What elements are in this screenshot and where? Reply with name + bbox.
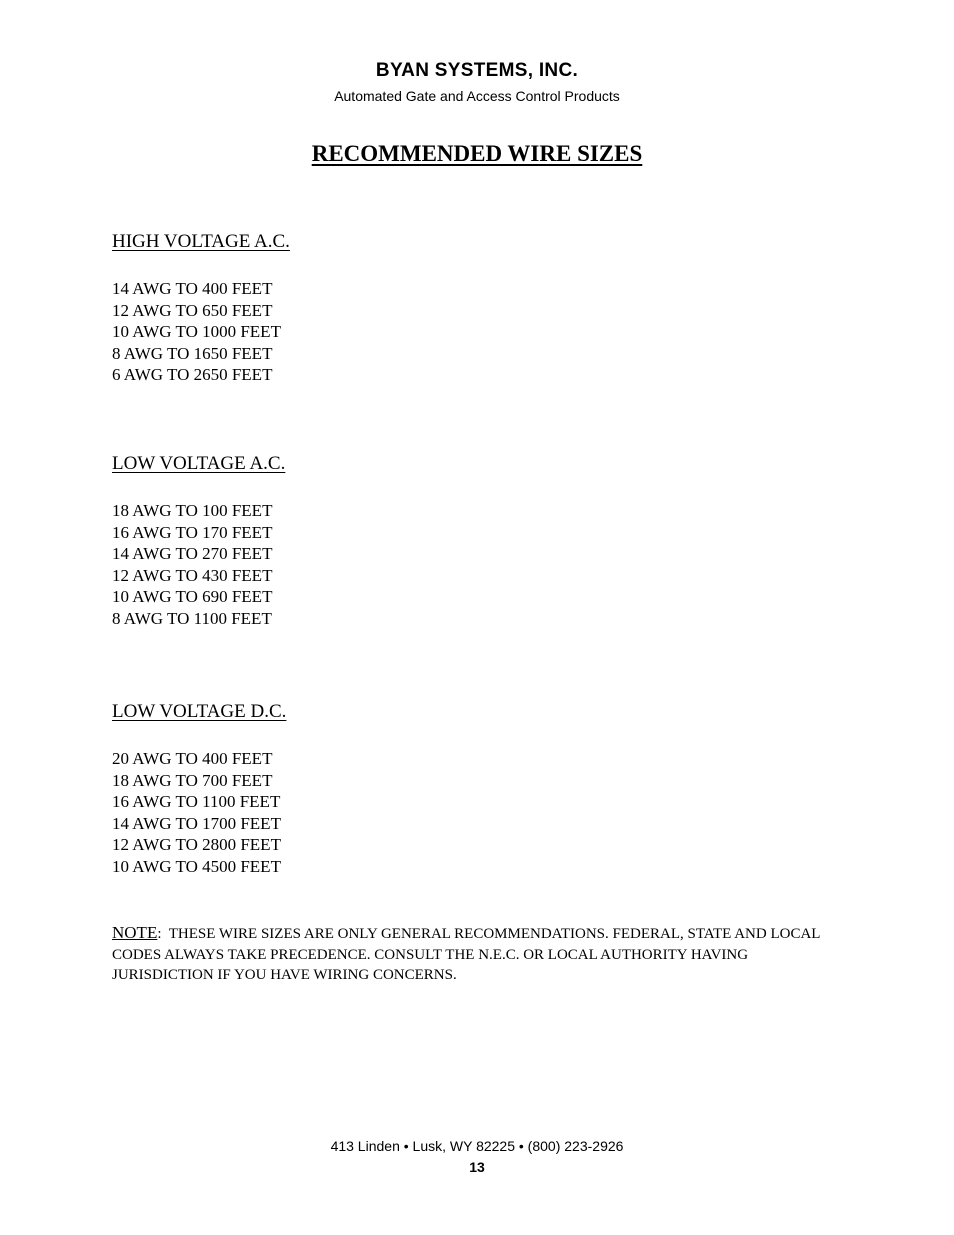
list-item: 6 AWG TO 2650 FEET [112,365,273,385]
wire-size-list [112,500,285,630]
company-name: BYAN SYSTEMS, INC. [375,60,579,81]
footer-address: 413 Linden • Lusk, WY 82225 • (800) 223-2926 [330,1138,624,1154]
list-item: 12 AWG TO 2800 FEET [112,835,281,855]
list-item: 10 AWG TO 1000 FEET [112,322,281,342]
page-title [0,141,954,167]
list-item: 14 AWG TO 1700 FEET [112,813,281,833]
note-label: NOTE [112,923,158,942]
page-number: 13 [469,1159,485,1175]
section-heading: LOW VOLTAGE A.C. [112,453,286,474]
list-item: 12 AWG TO 650 FEET [112,300,273,320]
list-item: 8 AWG TO 1100 FEET [112,608,272,628]
section-low-voltage-ac [112,453,285,630]
section-low-voltage-dc [112,701,286,878]
list-item: 18 AWG TO 700 FEET [112,770,273,790]
list-item: 12 AWG TO 430 FEET [112,565,273,585]
list-item: 14 AWG TO 270 FEET [112,544,273,564]
list-item: 14 AWG TO 400 FEET [112,279,273,298]
section-heading: LOW VOLTAGE D.C. [112,701,287,722]
list-item: 10 AWG TO 690 FEET [112,587,273,607]
wire-size-list [112,278,290,386]
list-item: 20 AWG TO 400 FEET [112,749,273,768]
note-text: THESE WIRE SIZES ARE ONLY GENERAL RECOMMENDATIONS. FEDERAL, STATE AND LOCAL CODES ALWAYS TAKE PRECEDENCE. CONSULT THE N.E.C. OR LOCAL AUTHORITY HAVING JURISDICTION IF YOU HAVE WIRING CONCERNS. [112,926,820,983]
page-title-text: RECOMMENDED WIRE SIZES [311,141,643,166]
note-block [112,923,842,986]
wire-size-list [112,748,286,878]
list-item: 18 AWG TO 100 FEET [112,501,273,520]
section-heading: HIGH VOLTAGE A.C. [112,231,290,252]
list-item: 8 AWG TO 1650 FEET [112,343,273,363]
list-item: 16 AWG TO 170 FEET [112,522,273,542]
list-item: 10 AWG TO 4500 FEET [112,856,281,876]
section-high-voltage-ac [112,231,290,386]
list-item: 16 AWG TO 1100 FEET [112,792,281,812]
note-colon: : [157,926,169,942]
company-tagline: Automated Gate and Access Control Products [334,88,620,104]
